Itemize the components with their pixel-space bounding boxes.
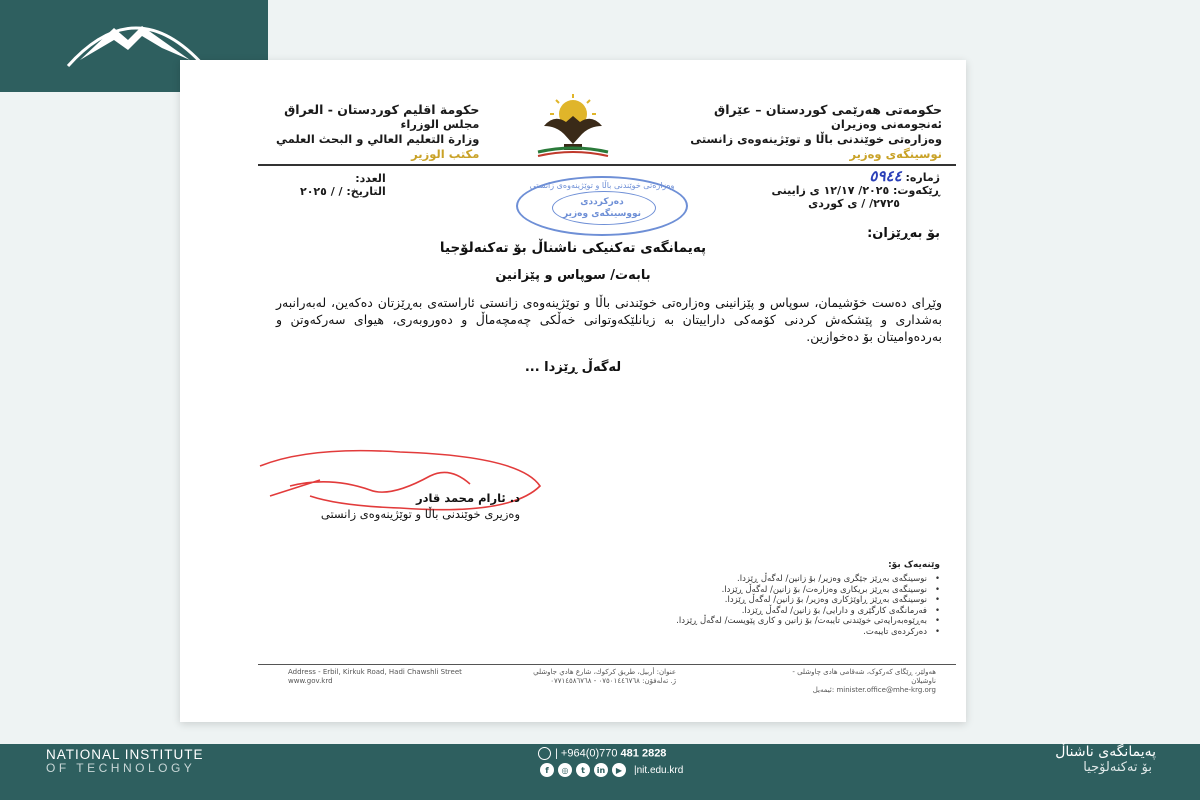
header-arabic <box>276 102 479 162</box>
header-divider <box>258 164 956 166</box>
footer-divider <box>258 664 956 665</box>
cc-item: • نوسینگەی بەڕێز ڕاوێژکاری وەزیر/ بۆ زانین/ لەگەڵ ڕێزدا. <box>600 595 940 606</box>
cc-item: • نوسینگەی بەڕێز جێگری وەزیر/ بۆ زانین/ لەگەڵ ڕێزدا. <box>600 574 940 585</box>
institute-name: NATIONAL INSTITUTE <box>46 747 204 762</box>
institute-name-kurdish: پەیمانگەی ناشناڵ <box>1055 744 1156 760</box>
cc-item: • فەرمانگەی کارگێری و دارایی/ بۆ زانین/ لەگەڵ ڕێزدا. <box>600 606 940 617</box>
footer-phone: ژ. تەلەفۆن: ٠٧٥٠١٤٤٦٧٦٨ - ٠٧٧١٤٥٨٦٧٦٨ <box>550 677 676 685</box>
arabic-number-label: العدد: <box>355 172 386 185</box>
facebook-icon[interactable]: f <box>540 763 554 777</box>
header-arabic-line1: حكومة اقليم كوردستان - العراق <box>284 102 480 117</box>
phone-contact[interactable] <box>538 747 666 760</box>
subject: بابەت/ سوپاس و پێزانین <box>495 268 651 283</box>
footer-address-en: Address - Erbil, Kirkuk Road, Hadi Chawshli Street <box>288 668 462 676</box>
arabic-date-label: التاريخ: <box>346 185 386 198</box>
addressee: پەیمانگەی تەکنیکی ناشناڵ بۆ تەکنەلۆجیا <box>439 240 707 256</box>
website-link[interactable]: |nit.edu.krd <box>634 764 684 776</box>
linkedin-icon[interactable]: in <box>594 763 608 777</box>
twitter-icon[interactable]: t <box>576 763 590 777</box>
stamp-line2: نووسینگەی وەزیر <box>563 209 641 219</box>
cc-item: • دەرکردەی تایبەت. <box>600 627 940 638</box>
closing: لەگەڵ ڕێزدا ... <box>524 360 622 375</box>
institute-subtitle: OF TECHNOLOGY <box>46 761 196 775</box>
date-value: ٢٠٢٥/ ١٢/١٧ ی زایینی <box>771 184 890 197</box>
header-kurdish-line2: ئەنجومەنی وەزیران <box>831 117 942 131</box>
header-arabic-line3: وزارة التعليم العالي و البحث العلمي <box>276 132 480 146</box>
letter-page <box>180 60 966 722</box>
cc-list <box>600 574 940 637</box>
institute-footer-bar <box>0 744 1200 800</box>
header-arabic-line4: مكتب الوزير <box>411 147 480 161</box>
footer-web: www.gov.krd <box>288 677 333 685</box>
header-kurdish-line3: وەزارەتی خوێندنی باڵا و توێژینەوەی زانستی <box>690 132 942 146</box>
header-kurdish <box>690 102 942 162</box>
cc-item: • نوسینگەی بەڕێز بریکاری وەزارەت/ بۆ زانین/ لەگەڵ ڕێزدا. <box>600 585 940 596</box>
reference-kurdish <box>771 167 940 210</box>
number-label: ژمارە: <box>905 171 940 184</box>
signer-title: وەزیری خوێندنی باڵا و توێژینەوەی زانستی <box>320 507 520 521</box>
stamp-line1: دەرکرددی <box>580 197 624 207</box>
footer-kurdish <box>776 668 936 695</box>
phone-prefix: | +964(0)770 <box>555 747 621 760</box>
footer-arabic <box>526 668 676 686</box>
header-kurdish-line4: نوسینگەی وەزیر <box>849 147 942 161</box>
footer-address-ar: عنوان: أربيل، طريق كركوك، شارع هادي جاوشلي <box>533 668 676 676</box>
header-kurdish-line1: حکومەتی هەرێمی کوردستان – عێراق <box>714 102 942 117</box>
cc-title: وێنەیەک بۆ: <box>888 560 940 570</box>
signer-block <box>260 490 520 522</box>
date-label: ڕێکەوت: <box>893 184 940 197</box>
youtube-icon[interactable]: ▶ <box>612 763 626 777</box>
phone-icon <box>538 747 551 760</box>
instagram-icon[interactable]: ◎ <box>558 763 572 777</box>
phone-number: 481 2828 <box>620 747 667 760</box>
header-arabic-line2: مجلس الوزراء <box>400 117 480 131</box>
footer-address-ku: هەولێر، ڕێگای کەرکوک، شەقامی هادی چاوشلی - ناوشیلان <box>792 668 936 685</box>
number-value: ٥٩٤٤ <box>869 167 902 185</box>
reference-arabic <box>300 172 386 198</box>
letter-body: وێڕای دەست خۆشیمان، سوپاس و پێزانینی وەزارەتی خوێندنی باڵا و توێژینەوەی زانستی ئاراستەی بەڕێزتان دەکەین، لەبەرانبەر بەشداری و پێشکەش کردنی کۆمەکی داراییتان بە زیانلێکەوتوانی خەڵکی چەمچەماڵ و دەوروبەری، هیوای سەرکەوتن و بەردەوامیتان بۆ دەخوازین. <box>276 295 942 344</box>
institute-subtitle-kurdish: بۆ تەکنەلۆجیا <box>1083 760 1152 775</box>
cc-item: • بەڕێوەبەرایەتی خوێندنی تایبەت/ بۆ زانین و کاری پێویست/ لەگەڵ ڕێزدا. <box>600 616 940 627</box>
social-links <box>540 763 683 777</box>
kurdistan-emblem-icon <box>534 92 612 162</box>
arabic-date-value: / / ٢٠٢٥ <box>300 185 343 198</box>
kurdish-date: ٢٧٢٥/ / ی کوردی <box>808 197 900 210</box>
footer-english <box>288 668 462 686</box>
to-label: بۆ بەڕێزان: <box>867 226 940 241</box>
office-stamp <box>516 176 688 236</box>
stamp-ring-text: وەزارەتی خوێندنی باڵا و توێژینەوەی زانستی <box>529 181 675 190</box>
signer-name: د. ئارام محمد قادر <box>415 491 520 505</box>
footer-email: minister.office@mhe-krg.org :ئیمەیل <box>812 686 936 694</box>
